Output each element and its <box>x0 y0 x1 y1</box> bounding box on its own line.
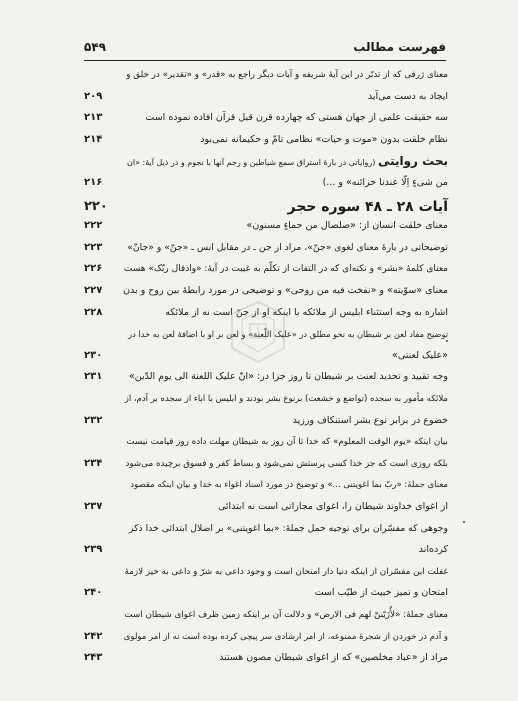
toc-entry-text: وجه تقیید و تحدید لعنت بر شیطان تا روز جزا در: «انّ علیک اللعنة الی یوم الدّین» <box>128 371 448 382</box>
toc-entry-page: ۲۲۸ <box>84 307 103 318</box>
toc-entry-page: ۲۲۶ <box>84 263 103 274</box>
toc-entry-text: وجوهی که مفسّران برای توجیه حمل جملهٔ: «بما اغویتنی» بر اضلال ابتدائی خدا ذکر <box>129 523 448 534</box>
toc-entry-text: معنای کلمهٔ «بشر» و نکته‌ای که در التفات از تکلّم به غیبت در آیهٔ: «واذقال ربّک» هست <box>123 264 448 274</box>
toc-entry[interactable] <box>84 66 448 84</box>
toc-entry-text: امتحان و تمیز خبیث از طیّب است <box>314 587 448 598</box>
toc-entry-page: ۲۲۲ <box>84 220 103 231</box>
toc-entry-page: ۲۳۴ <box>84 458 103 469</box>
toc-entry[interactable] <box>84 649 448 667</box>
toc-entry-page: ۲۱۶ <box>84 177 103 188</box>
page-header <box>84 40 446 61</box>
toc-entry-text: مراد از «عباد مخلصین» که از اغوای شیطان مصون هستند <box>219 652 448 663</box>
toc-entry[interactable] <box>84 109 448 127</box>
toc-entry[interactable] <box>84 260 448 278</box>
toc-entry-text: نظام خلقت بدون «موت و حیات» نظامی تامّ و حکیمانه نمی‌بود <box>200 134 448 145</box>
toc-entry[interactable] <box>84 628 448 646</box>
toc-entry-text: معنای جملهٔ: «ربّ بما اغویتنی ...» و توضیح در مورد اسناد اغواء به خدا و بیان اینکه مقصود <box>130 480 448 490</box>
scan-speck <box>446 340 448 342</box>
toc-entry-text: توضیح مفاد لعن بر شیطان به نحو مطلق در «علیک اللّعنة» و لعن بر او با اضافهٔ لعن به خدا در <box>128 329 448 339</box>
toc-entry-text: خضوع در برابر نوع بشر استنکاف ورزید <box>292 415 448 426</box>
toc-entry-text: معنای «سوّیته» و «نفخت فیه من روحی» و توضیحی در مورد رابطهٔ بین روح و بدن <box>123 285 448 296</box>
toc-entry-page: ۲۳۰ <box>84 350 103 361</box>
toc-entry-page: ۲۴۲ <box>84 631 103 642</box>
toc-entry-text: بیان اینکه «یوم الوقت المعلوم» که خدا تا آن روز به شیطان مهلت داده روز قیامت نیست <box>126 437 448 447</box>
section-page-number: ۲۲۰ <box>84 199 108 214</box>
toc-entry-page: ۲۲۷ <box>84 285 103 296</box>
toc-entry[interactable] <box>84 217 448 235</box>
toc-entry[interactable] <box>84 368 448 386</box>
toc-entry-text: غفلت این مفسّران از اینکه دنیا دار امتحان است و وجود داعی به شرّ و داعی به خیر لازمهٔ <box>124 567 448 577</box>
toc-entry-text: بحث روایتی (روایاتی در بارهٔ استراق سمع شیاطین و رجم آنها با نجوم و در ذیل آیهٔ: «ان <box>127 154 448 168</box>
toc-entry-page: ۲۴۰ <box>84 587 103 598</box>
toc-entry[interactable] <box>84 498 448 516</box>
toc-entry[interactable] <box>84 390 448 408</box>
toc-entry[interactable] <box>84 174 448 192</box>
toc-entry[interactable] <box>84 282 448 300</box>
toc-entry-page: ۲۱۳ <box>84 112 103 123</box>
toc-entry-text: معنای ژرفی که از تدبّر در این آیهٔ شریفه و آیات دیگر راجع به «قدر» و «تقدیر» در خلق و <box>126 70 448 80</box>
running-title: فهرست مطالب <box>353 40 446 54</box>
toc-entry[interactable] <box>84 433 448 451</box>
toc-entry[interactable] <box>84 563 448 581</box>
toc-entry-text: معنای جملهٔ: «لأُزَیّننّ لهم فی الارض» و دلالت آن بر اینکه زمین ظرف اغوای شیطان است <box>124 610 448 620</box>
toc-entry-text: «علیک لعنتی» <box>392 350 448 361</box>
toc-entry-page: ۲۲۳ <box>84 242 103 253</box>
toc-entry-text: بلکه روزی است که جز خدا کسی پرستش نمی‌شود و بساط کفر و فسوق برچیده می‌شود <box>125 459 448 469</box>
toc-entry-text: ایجاد به دست می‌آید <box>367 91 448 102</box>
toc-entry[interactable] <box>84 606 448 624</box>
toc-entry-page: ۲۳۲ <box>84 415 103 426</box>
toc-entry-text: معنای خلقت انسان از: «صلصال من حماءٍ مسنون» <box>246 220 448 231</box>
toc-entry-text: ملائکه مأمور به سجده (تواضع و خشعت) برنوع بشر بودند و ابلیس با اباء از سجده بر آدم، از <box>124 394 448 404</box>
toc-entry-page: ۲۱۴ <box>84 134 103 145</box>
toc-entry-page: ۲۰۹ <box>84 91 103 102</box>
toc-entry-text: از اغوای خداوند شیطان را، اغوای مجازاتی است نه ابتدائی <box>218 501 448 512</box>
toc-entry[interactable] <box>84 412 448 430</box>
toc-entry[interactable] <box>84 584 448 602</box>
toc-entry-page: ۲۳۱ <box>84 371 103 382</box>
toc-entry[interactable] <box>84 88 448 106</box>
toc-entry-page: ۲۴۳ <box>84 652 103 663</box>
library-stamp-icon <box>228 300 288 364</box>
toc-entry[interactable] <box>84 131 448 149</box>
toc-entry-bold-prefix: بحث روایتی <box>377 154 448 168</box>
toc-entry-page: ۲۳۷ <box>84 501 103 512</box>
toc-entry[interactable] <box>84 455 448 473</box>
toc-entry[interactable] <box>84 520 448 538</box>
scan-speck <box>463 521 465 523</box>
toc-entry-text: سه حقیقت علمی از جهان هستی که چهارده قرن قبل قرآن افاده نموده است <box>145 112 448 123</box>
toc-entry[interactable] <box>84 152 448 170</box>
toc-entry[interactable] <box>84 476 448 494</box>
toc-entry-page: ۲۳۹ <box>84 544 103 555</box>
section-title: آیات ۲۸ ـ ۴۸ سوره حجر <box>287 199 448 215</box>
toc-entry-text: اشاره به وجه استثناء ابلیس از ملائکه با اینکه او از جنّ است نه از ملائکه <box>165 307 448 318</box>
section-heading <box>84 196 448 218</box>
toc-entry-text: توضیحاتی در بارهٔ معنای لغوی «جنّ»، مراد از جن ـ در مقابل انس ـ «جنّ» و «جانّ» <box>127 242 448 253</box>
toc-entry[interactable] <box>84 541 448 559</box>
toc-entry-text: کرده‌اند <box>418 544 448 555</box>
toc-entry-text: و آدم در خوردن از شجرهٔ ممنوعه، از امر ارشادی سر پیچی کرده بوده است نه از امر مولوی <box>123 632 448 642</box>
page-number: ۵۴۹ <box>84 40 106 54</box>
toc-entry[interactable] <box>84 239 448 257</box>
toc-entry-text: من شیءٍ اِلّا عندنا خزائنه» و ...) <box>322 177 448 188</box>
